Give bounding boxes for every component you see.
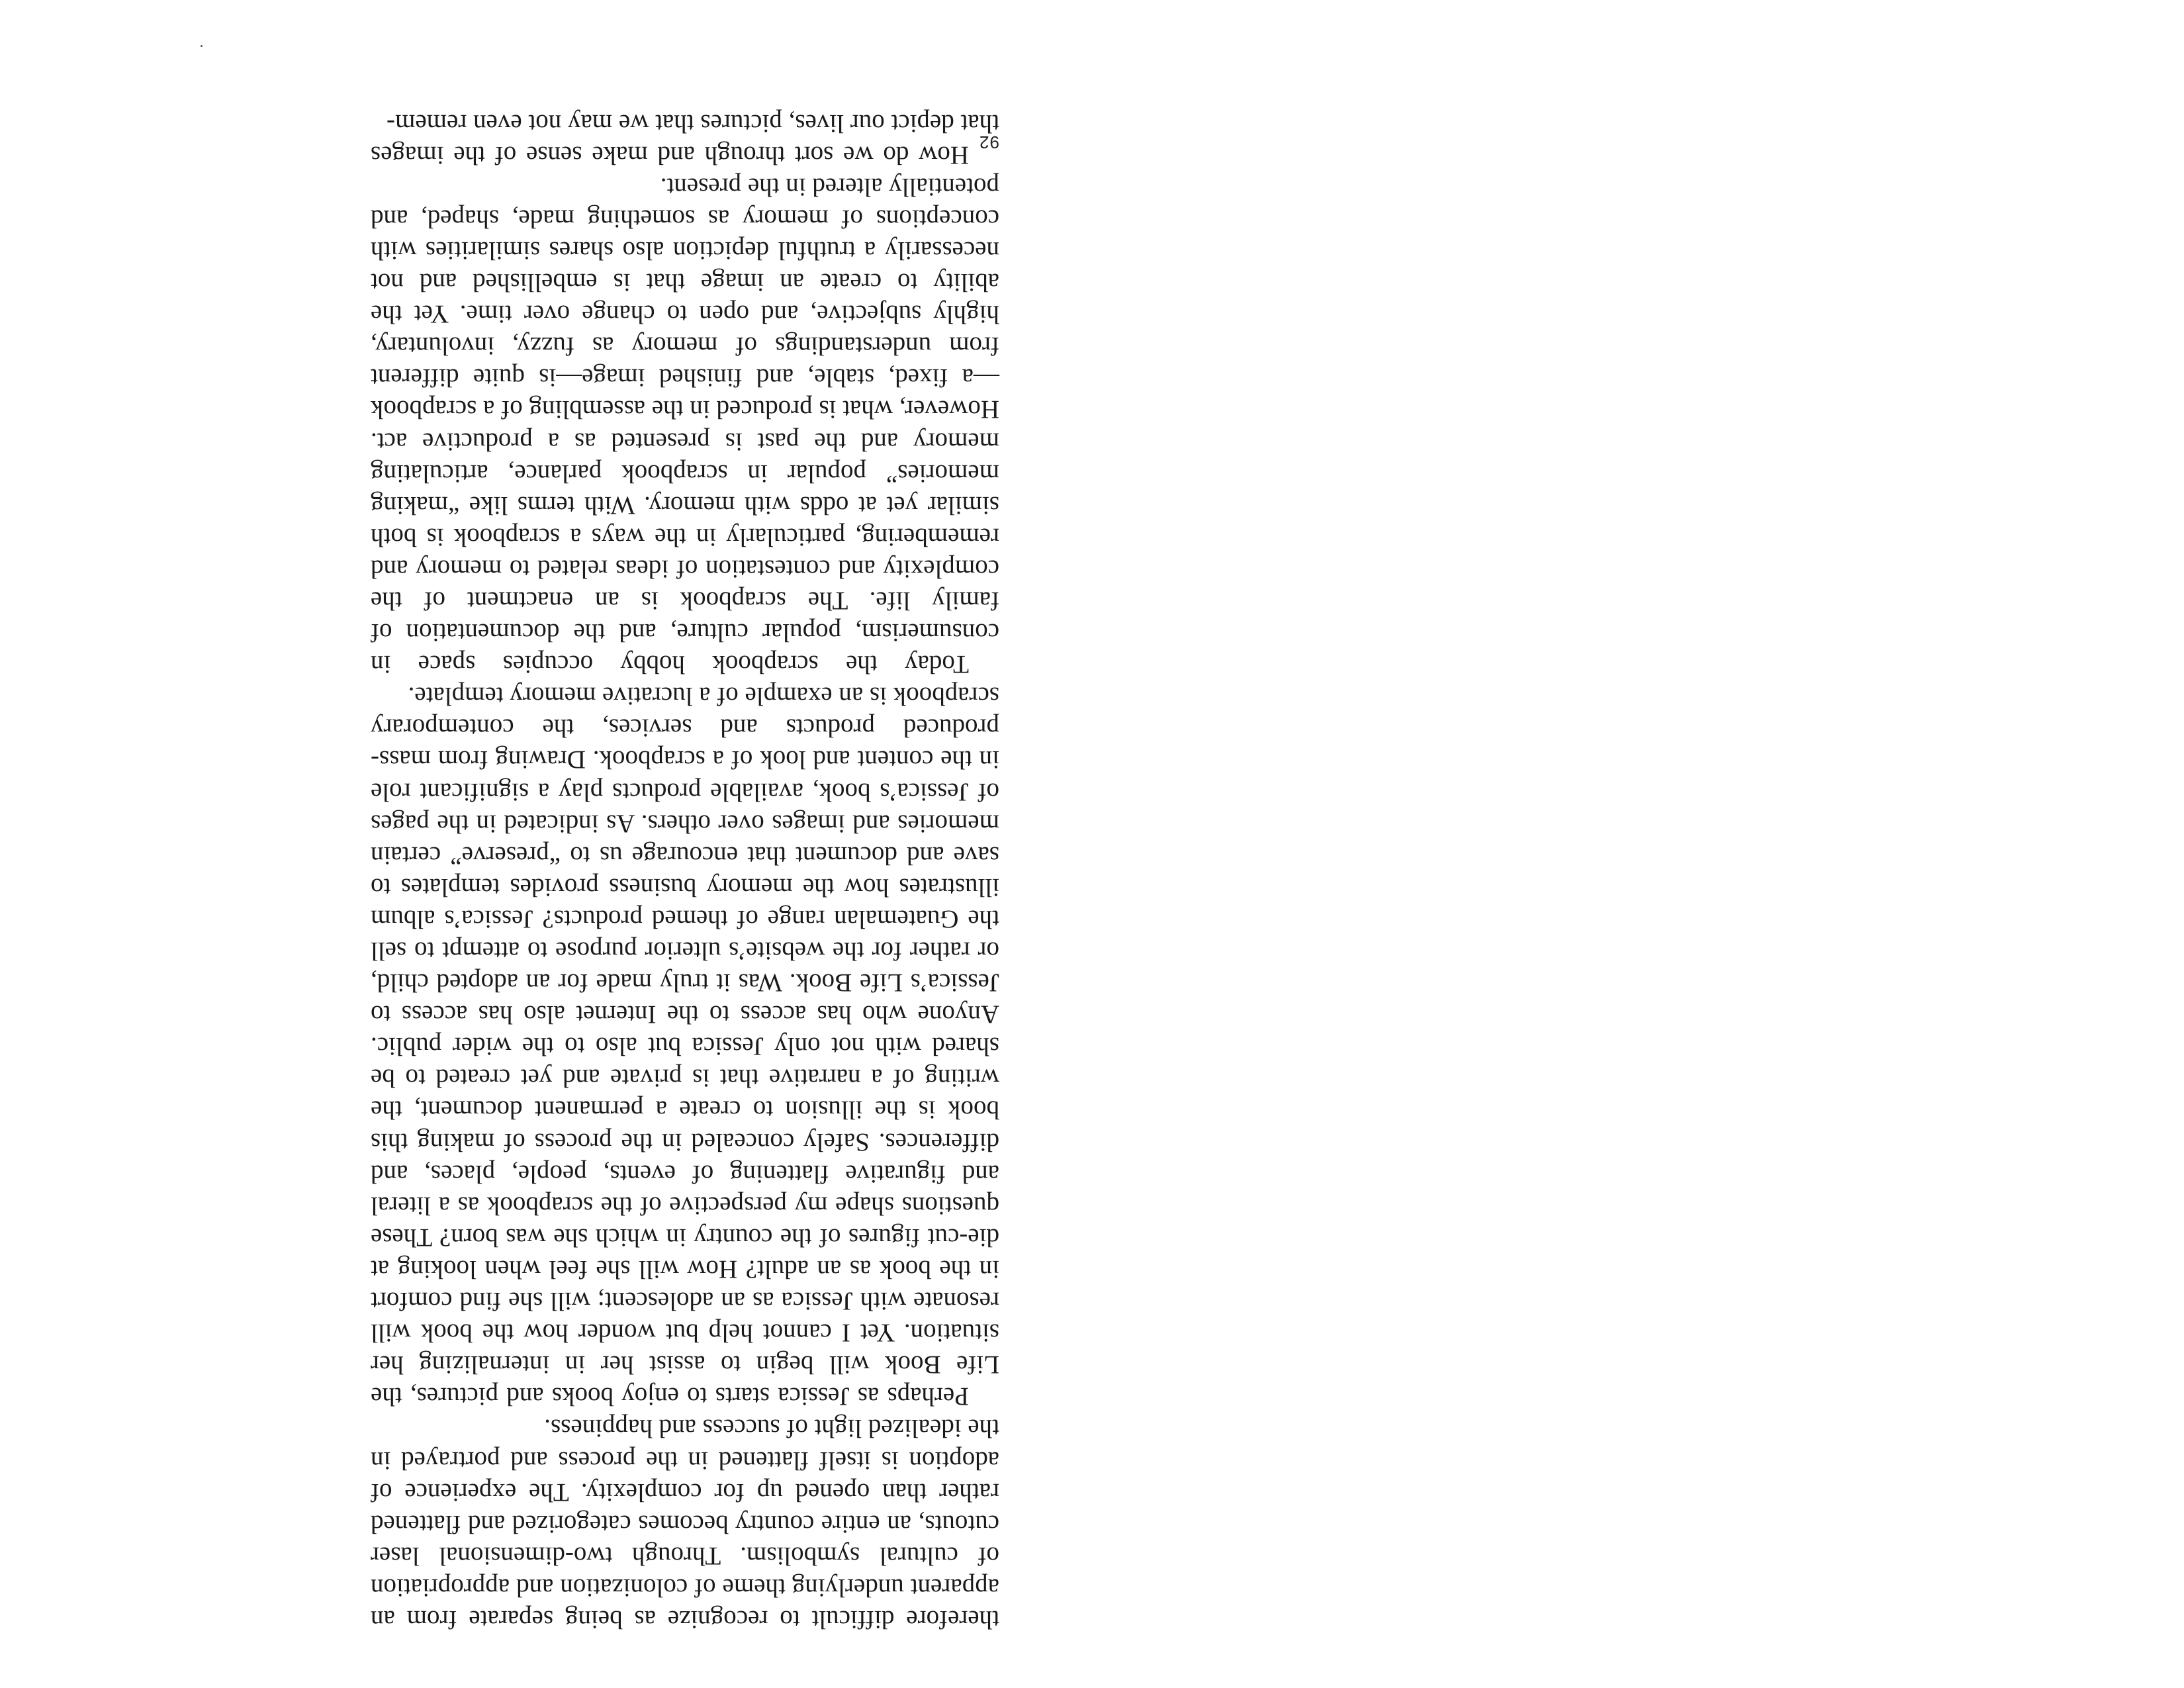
book-page: [371, 99, 999, 1635]
body-text: [371, 107, 999, 1636]
scan-speck: [201, 45, 203, 47]
paragraph-1: therefore difficult to recognize as being separate from an apparent underlying theme of colonization and appropriation of cultural symbolism. Through two-dimensional laser cutouts, an entire country becomes categorized and flattened rather than opened up for complexity. The experience of adoption is itself flattened in the process and portrayed in the idealized light of success and happiness.: [371, 1414, 999, 1634]
paragraph-4: How do we sort through and make sense of the images that depict our lives, pictures that we may not even remem-: [371, 109, 999, 169]
paragraph-3: Today the scrapbook hobby occupies space in consumerism, popular culture, and the documentation of family life. The scrapbook is an enactment of the complexity and contestation of ideas related to memory and remembering, particularly in the ways a scrapbook is both similar yet at odds with memory. With terms like “making memories” popular in scrapbook parlance, articulating memory and the past is presented as a productive act. However, what is produced in the assembling of a scrapbook—a fixed, stable, and finished image—is quite different from understandings of memory as fuzzy, involuntary, highly subjective, and open to change over time. Yet the ability to create an image that is embellished and not necessarily a truthful depiction also shares similarities with conceptions of memory as something made, shaped, and potentially altered in the present.: [371, 172, 999, 679]
page-number: 92: [979, 132, 999, 152]
paragraph-2: Perhaps as Jessica starts to enjoy books and pictures, the Life Book will begin to assist her in internalizing her situation. Yet I cannot help but wonder how the book will resonate with Jessica as an adolescent; will she find comfort in the book as an adult? How will she feel when looking at die-cut figures of the country in which she was born? These questions shape my perspective of the scrapbook as a literal and figurative flattening of events, people, places, and differences. Safely concealed in the process of making this book is the illusion to create a permanent document, the writing of a narrative that is private and yet created to be shared with not only Jessica but also to the wider public. Anyone who has access to the Internet also has access to Jessica’s Life Book. Was it truly made for an adopted child, or rather for the website’s ulterior purpose to attempt to sell the Guatemalan range of themed products? Jessica’s album illustrates how the memory business provides templates to save and document that encourage us to “preserve” certain memories and images over others. As indicated in the pages of Jessica’s book, available products play a significant role in the content and look of a scrapbook. Drawing from mass-produced products and services, the contemporary scrapbook is an example of a lucrative memory template.: [371, 682, 999, 1411]
